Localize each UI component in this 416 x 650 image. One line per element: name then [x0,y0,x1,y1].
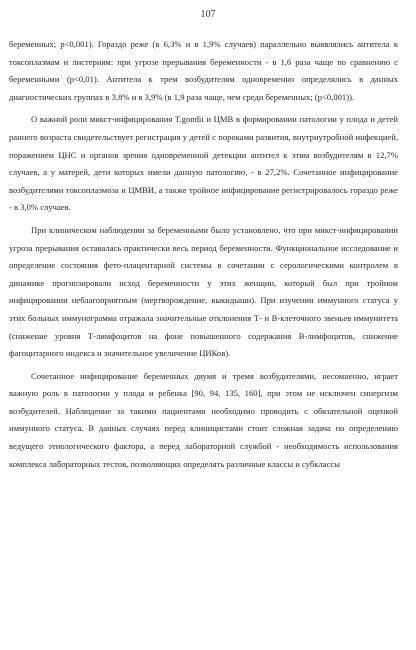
body-text [9,36,398,473]
paragraph-mixed-infection-role: О важной роли микст-инфицирования T.gondii и ЦМВ в формировании патологии у плода и детей раннего возраста свидетельствует регистрация у детей с пороками развития, внутриутробной инфекцией, поражением ЦНС и органов зрения одновременной детекции антител к этим возбудителям в 12,7% случаев, а у матерей, дети которых имели данную патологию, - в 27,2%. Сочетанное инфицирование возбудителями токсоплазмоза и ЦМВИ, а также тройное инфицирование регистрировалось гораздо реже - в 3,0% случаев. [9,114,398,213]
paragraph-clinical-observation: При клиническом наблюдении за беременными было установлено, что при микст-инфицировании угроза прерывания оставалась практически весь период беременности. Функциональное исследование и определение состояния фето-плацентарной системы в сочетании с серологическими контролем в динамике прогнозировали исход беременности у этих женщин, который был при тройном инфицировании неблагоприятным (мертворождение, выкидыши). При изучении иммунного статуса у этих больных иммунограмма отражала значительные отклонения Т- и В-клеточного звеньев иммунитета (снижение уровня Т-лимфоцитов на фоне повышенного содержания В-лимфоцитов, снижение фагоцитарного индекса и значительное увеличение ЦИКов). [9,224,398,359]
paragraph-combined-infection: Сочетанное инфицирование беременных двумя и тремя возбудителями, несомненно, играет важную роль в патологии у плода и ребенка [90, 94, 135, 160], при этом не исключен синергизм возбудителей. Наблюдение за такими пациентами необходимо проводить с обязательной оценкой иммунного статуса. В данных случаях перед клиницистами стоит сложная задача по определению ведущего этиологического фактора, а перед лабораторной службой - необходимость использования комплекса лабораторных тестов, позволяющих определять различные классы и субклассы [9,370,398,469]
page-number: 107 [200,9,216,20]
paragraph-continuation: беременных; p<0,001). Гораздо реже (в 6,3% и в 1,9% случаев) параллельно выявлялись антитела к токсоплазмам и листериям: при угрозе прерывания беременности - в 1,6 раза чаще по сравнению с беременными (p<0,01). Антитела к трем возбудителям одновременно определялись в данных диагностических группах в 3,8% и в 3,9% (в 1,9 раза чаще, чем среди беременных; (p<0,001)). [9,39,398,102]
